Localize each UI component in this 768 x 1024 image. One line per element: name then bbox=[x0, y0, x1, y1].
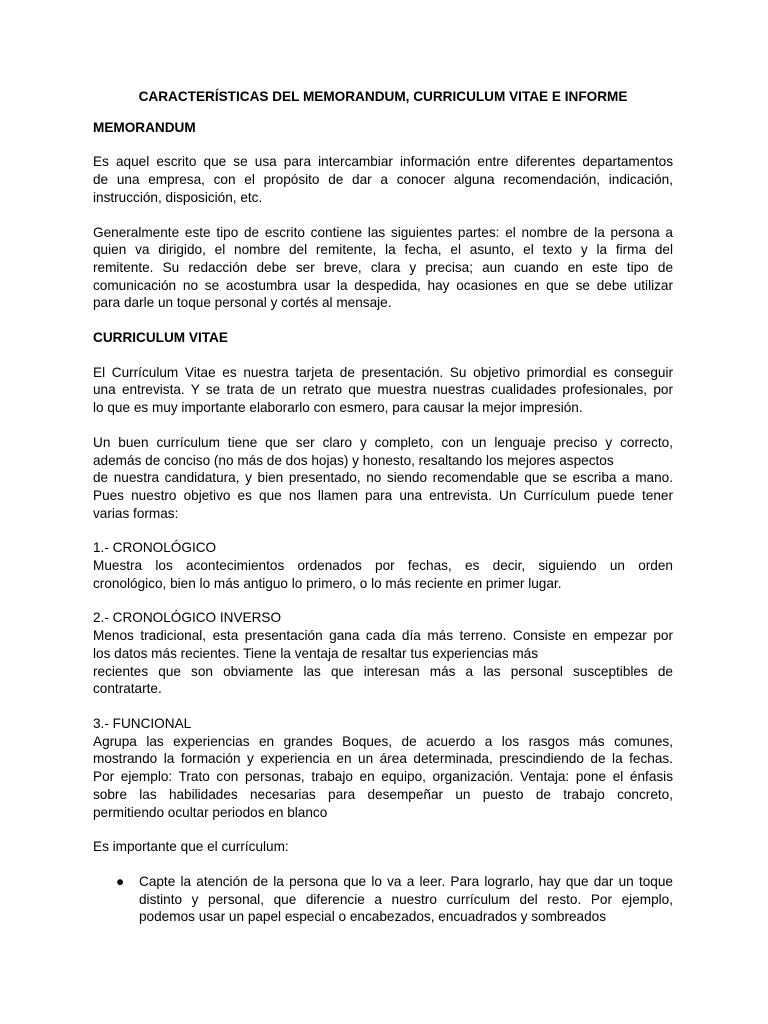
text-line: para darle un toque personal y cortés al mensaje. bbox=[93, 295, 392, 311]
cv-type-functional bbox=[93, 715, 673, 821]
cv-type-title: 3.- FUNCIONAL bbox=[93, 715, 192, 731]
document-page bbox=[93, 88, 673, 926]
text-line: lo que es muy importante elaborarlo con esmero, para causar la mejor impresión. bbox=[93, 400, 583, 416]
cv-type-reverse-chronological bbox=[93, 609, 673, 698]
text-line: remitente. Su redacción debe ser breve, clara y precisa; aun cuando en este tipo de bbox=[93, 259, 673, 275]
cv-paragraph-1 bbox=[93, 364, 673, 417]
memorandum-heading: MEMORANDUM bbox=[93, 119, 196, 135]
text-line: Agrupa las experiencias en grandes Boques, de acuerdo a los rasgos más comunes, bbox=[93, 733, 673, 749]
text-line: cronológico, bien lo más antiguo lo primero, o lo más reciente en primer lugar. bbox=[93, 575, 562, 591]
text-line: recientes que son obviamente las que interesan más a las personal susceptibles de bbox=[93, 663, 673, 679]
text-line: de nuestra candidatura, y bien presentado, no siendo recomendable que se escriba a mano. bbox=[93, 470, 673, 486]
text-line: una entrevista. Y se trata de un retrato que muestra nuestras cualidades profesionales, por bbox=[93, 382, 673, 398]
text-line: Por ejemplo: Trato con personas, trabajo en equipo, organización. Ventaja: pone el énfasis bbox=[93, 769, 673, 785]
list-item bbox=[93, 873, 673, 926]
cv-type-title: 2.- CRONOLÓGICO INVERSO bbox=[93, 610, 282, 626]
text-line: Es aquel escrito que se usa para intercambiar información entre diferentes departamentos bbox=[93, 154, 673, 170]
text-line: los datos más recientes. Tiene la ventaja de resaltar tus experiencias más bbox=[93, 645, 539, 661]
text-line: de una empresa, con el propósito de dar a conocer alguna recomendación, indicación, bbox=[93, 172, 673, 188]
text-line: contratarte. bbox=[93, 681, 162, 697]
text-line: podemos usar un papel especial o encabezados, encuadrados y sombreados bbox=[139, 909, 607, 925]
memorandum-paragraph-1 bbox=[93, 153, 673, 206]
text-line: Un buen currículum tiene que ser claro y completo, con un lenguaje preciso y correcto, bbox=[93, 434, 673, 450]
document-title: CARACTERÍSTICAS DEL MEMORANDUM, CURRICULUM VITAE E INFORME bbox=[138, 89, 628, 104]
cv-bullet-list bbox=[93, 873, 673, 926]
text-line: instrucción, disposición, etc. bbox=[93, 189, 263, 205]
text-line: mostrando la formación y experiencia en un área determinada, prescindiendo de la fechas. bbox=[93, 751, 673, 767]
text-line: además de conciso (no más de dos hojas) y honesto, resaltando los mejores aspectos bbox=[93, 452, 614, 468]
text-line: permitiendo ocultar periodos en blanco bbox=[93, 804, 328, 820]
text-line: distinto y personal, que diferencie a nuestro currículum del resto. Por ejemplo, bbox=[139, 891, 673, 907]
cv-paragraph-2 bbox=[93, 434, 673, 523]
text-line: Muestra los acontecimientos ordenados por fechas, es decir, siguiendo un orden bbox=[93, 558, 673, 574]
text-line: Generalmente este tipo de escrito contiene las siguientes partes: el nombre de la persona a bbox=[93, 224, 673, 240]
text-line: sobre las habilidades necesarias para desempeñar un puesto de trabajo concreto, bbox=[93, 786, 673, 802]
bullet-icon: ● bbox=[116, 873, 125, 889]
text-line: Capte la atención de la persona que lo va a leer. Para lograrlo, hay que dar un toque bbox=[139, 873, 673, 889]
text-line: comunicación no se acostumbra usar la despedida, hay ocasiones en que se debe utilizar bbox=[93, 277, 673, 293]
text-line: quien va dirigido, el nombre del remitente, la fecha, el asunto, el texto y la firma del bbox=[93, 242, 673, 258]
cv-heading: CURRICULUM VITAE bbox=[93, 330, 228, 346]
cv-important-intro: Es importante que el currículum: bbox=[93, 839, 289, 855]
text-line: El Currículum Vitae es nuestra tarjeta de presentación. Su objetivo primordial es conseguir bbox=[93, 364, 673, 380]
text-line: Pues nuestro objetivo es que nos llamen para una entrevista. Un Currículum puede tener bbox=[93, 487, 673, 503]
memorandum-paragraph-2 bbox=[93, 224, 673, 313]
cv-type-title: 1.- CRONOLÓGICO bbox=[93, 540, 217, 556]
text-line: Menos tradicional, esta presentación gana cada día más terreno. Consiste en empezar por bbox=[93, 628, 673, 644]
cv-type-chronological bbox=[93, 539, 673, 592]
text-line: varias formas: bbox=[93, 505, 179, 521]
